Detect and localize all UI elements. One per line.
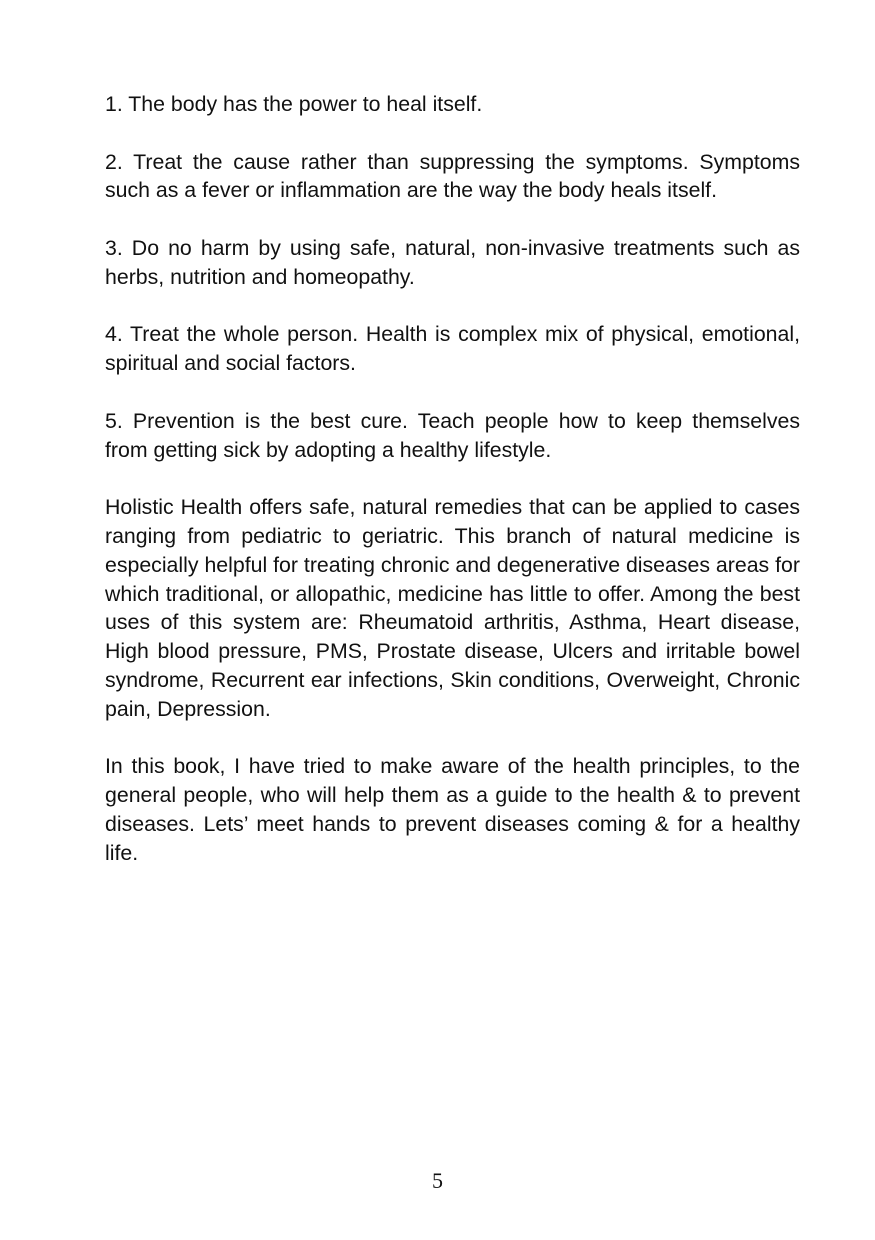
principle-5: 5. Prevention is the best cure. Teach people how to keep themselves from getting sick by adopting a healthy lifestyle.	[105, 408, 800, 462]
page-body	[105, 90, 800, 896]
holistic-health-paragraph: Holistic Health offers safe, natural remedies that can be applied to cases ranging from pediatric to geriatric. This branch of natural medicine is especially helpful for treating chronic and degenerative diseases areas for which traditional, or allopathic, medicine has little to offer. Among the best uses of this system are: Rheumatoid arthritis, Asthma, Heart disease, High blood pressure, PMS, Prostate disease, Ulcers and irritable bowel syndrome, Recurrent ear infections, Skin conditions, Overweight, Chronic pain, Depression.	[105, 495, 800, 721]
principle-4: 4. Treat the whole person. Health is complex mix of physical, emotional, spiritual and social factors.	[105, 322, 800, 376]
principle-3: 3. Do no harm by using safe, natural, non-invasive treatments such as herbs, nutrition and homeopathy.	[105, 235, 800, 289]
principle-1: 1. The body has the power to heal itself.	[105, 92, 483, 116]
page-number: 5	[432, 1168, 443, 1193]
book-intent-paragraph: In this book, I have tried to make aware of the health principles, to the general people, who will help them as a guide to the health & to prevent diseases. Lets’ meet hands to prevent diseases coming & for a healthy life.	[105, 754, 800, 865]
principle-2: 2. Treat the cause rather than suppressing the symptoms. Symptoms such as a fever or inflammation are the way the body heals itself.	[105, 149, 800, 203]
